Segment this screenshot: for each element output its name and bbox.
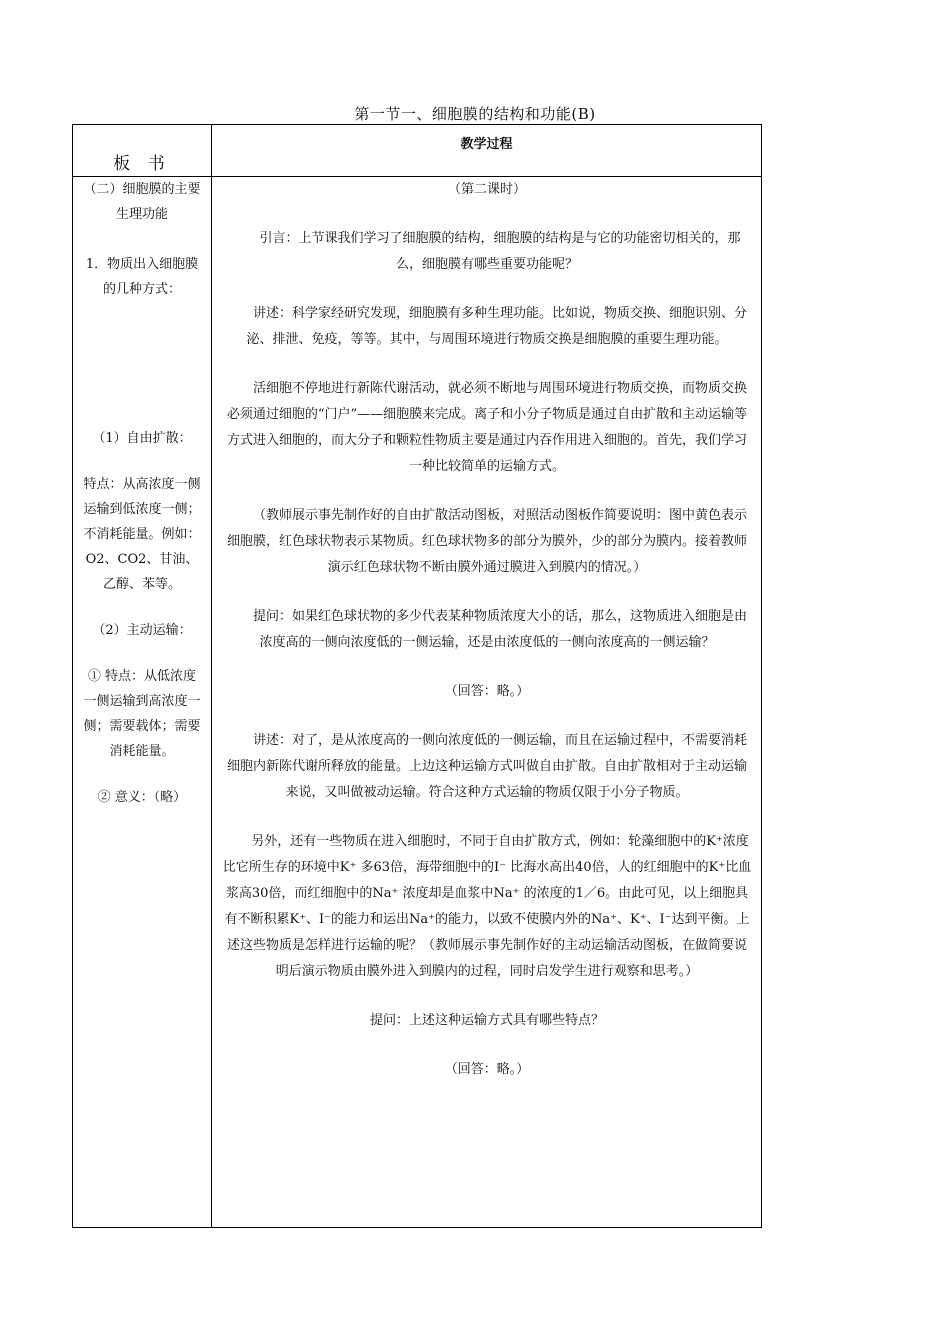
process-introduction: 引言：上节课我们学习了细胞膜的结构，细胞膜的结构是与它的功能密切相关的，那么，细胞膜有哪些重要功能呢？ (259, 231, 741, 272)
board-item-active-transport: （2）主动运输： (92, 623, 192, 638)
process-question-2: 提问：上述这种运输方式具有哪些特点？ (369, 1013, 604, 1028)
process-paragraph-metabolism: 活细胞不停地进行新陈代谢活动，就必须不断地与周围环境进行物质交换，而物质交换必须通过细胞的“门户”——细胞膜来完成。离子和小分子物质是通过自由扩散和主动运输等方式进入细胞的，而大分子和颗粒性物质主要是通过内吞作用进入细胞的。首先，我们学习一种比较简单的运输方式。 (226, 381, 748, 474)
page-title: 第一节一、细胞膜的结构和功能(B) (354, 105, 596, 123)
header-board: 板 书 (113, 154, 171, 174)
board-item-active-transport-features: ① 特点：从低浓度一侧运输到高浓度一侧；需要载体；需要消耗能量。 (83, 669, 201, 759)
board-item-significance: ② 意义：（略） (97, 790, 187, 805)
board-column (79, 177, 205, 810)
board-item-1: 1．物质出入细胞膜的几种方式： (85, 257, 199, 297)
process-answer-1: （回答：略。） (444, 684, 530, 699)
lesson-table (72, 124, 762, 1228)
process-lecture-2: 讲述：对了，是从浓度高的一侧向浓度低的一侧运输，而且在运输过程中，不需要消耗细胞内新陈代谢所释放的能量。上边这种运输方式叫做自由扩散。自由扩散相对于主动运输来说，又叫做被动运输。符合这种方式运输的物质仅限于小分子物质。 (226, 733, 747, 800)
process-column (221, 177, 753, 1083)
board-item-free-diffusion-features: 特点：从高浓度一侧运输到低浓度一侧；不消耗能量。例如：O2、CO2、甘油、乙醇、苯等。 (83, 477, 201, 592)
process-answer-2: （回答：略。） (444, 1062, 530, 1077)
board-item-free-diffusion: （1）自由扩散： (92, 431, 192, 446)
process-demo-diffusion: （教师展示事先制作好的自由扩散活动图板，对照活动图板作简要说明：图中黄色表示细胞膜，红色球状物表示某物质。红色球状物多的部分为膜外，少的部分为膜内。接着教师演示红色球状物不断由膜外通过膜进入到膜内的情况。） (226, 508, 747, 575)
board-section-heading: （二）细胞膜的主要生理功能 (83, 182, 201, 222)
process-lecture-1: 讲述：科学家经研究发现，细胞膜有多种生理功能。比如说，物质交换、细胞识别、分泌、排泄、免疫，等等。其中，与周围环境进行物质交换是细胞膜的重要生理功能。 (246, 306, 747, 347)
process-question-1: 提问：如果红色球状物的多少代表某种物质浓度大小的话，那么，这物质进入细胞是由浓度高的一侧向浓度低的一侧运输，还是由浓度低的一侧向浓度高的一侧运输？ (252, 609, 747, 650)
column-divider (211, 125, 212, 1227)
process-lesson-label: （第二课时） (447, 182, 526, 197)
process-paragraph-active-transport: 另外，还有一些物质在进入细胞时，不同于自由扩散方式，例如：轮藻细胞中的K⁺浓度比它所生存的环境中K⁺ 多63倍，海带细胞中的I⁻ 比海水高出40倍，人的红细胞中的K⁺比血浆高30倍，而红细胞中的Na⁺ 浓度却是血浆中Na⁺ 的浓度的1／6。由此可见，以上细胞具有不断积累K⁺、I⁻的能力和运出Na⁺的能力，以致不使膜内外的Na⁺、K⁺、I⁻达到平衡。上述这些物质是怎样进行运输的呢？（教师展示事先制作好的主动运输活动图板，在做简要说明后演示物质由膜外进入到膜内的过程，同时启发学生进行观察和思考。） (222, 834, 752, 979)
header-process: 教学过程 (460, 137, 513, 152)
